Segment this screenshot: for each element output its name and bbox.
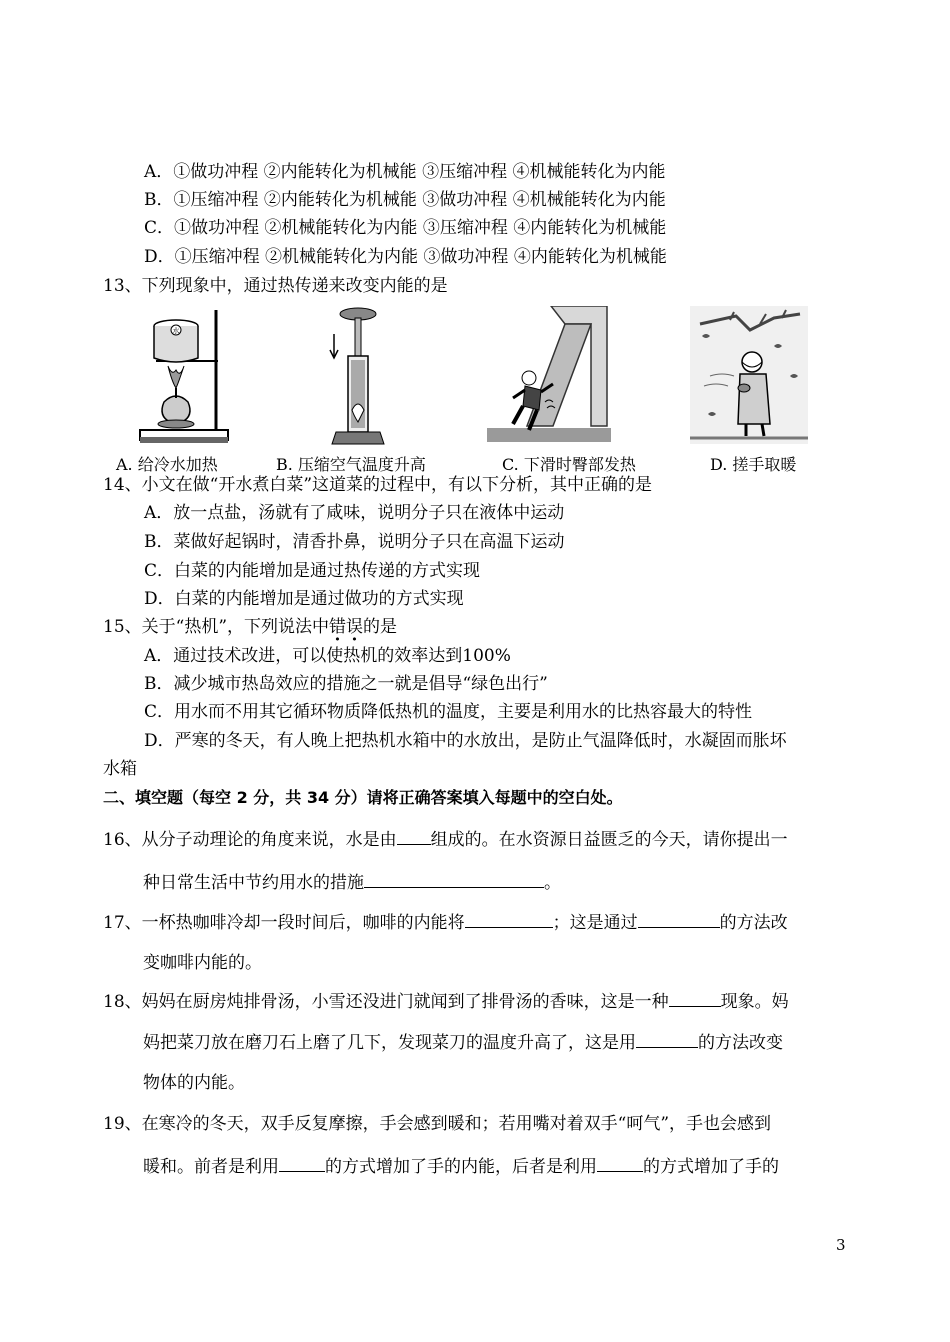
answer-blank[interactable] <box>636 1031 698 1048</box>
q16-line1: 16、从分子动理论的角度来说，水是由 组成的。在水资源日益匮乏的今天，请你提出一 <box>103 830 788 850</box>
q15-option-d: D．严寒的冬天，有人晚上把热机水箱中的水放出，是防止气温降低时，水凝固而胀坏 <box>144 731 787 751</box>
q17-line2: 变咖啡内能的。 <box>143 953 262 973</box>
q16-line2: 种日常生活中节约用水的措施 。 <box>143 873 561 893</box>
caption-a: A. 给冷水加热 <box>116 455 218 474</box>
q14-option-d: D．白菜的内能增加是通过做功的方式实现 <box>144 589 464 609</box>
answer-blank[interactable] <box>638 911 720 928</box>
q15-option-a: A．通过技术改进，可以使热机的效率达到100% <box>144 646 511 666</box>
answer-blank[interactable] <box>364 871 544 888</box>
answer-blank[interactable] <box>465 911 553 928</box>
emphasis-char: 误 <box>346 617 364 637</box>
answer-blank[interactable] <box>279 1155 325 1172</box>
page-number: 3 <box>836 1236 846 1254</box>
figure-d-rubbing-hands <box>690 306 808 444</box>
q12-option-c: C．①做功冲程 ②机械能转化为内能 ③压缩冲程 ④内能转化为机械能 <box>144 218 667 238</box>
q18-line2: 妈把菜刀放在磨刀石上磨了几下，发现菜刀的温度升高了，这是用 的方法改变 <box>143 1033 783 1053</box>
figure-a-heating-water <box>138 306 230 448</box>
caption-d: D. 搓手取暖 <box>710 455 797 474</box>
caption-c: C. 下滑时臀部发热 <box>502 455 636 474</box>
q17-line1: 17、一杯热咖啡冷却一段时间后，咖啡的内能将 ；这是通过 的方法改 <box>103 913 788 933</box>
q12-option-b: B．①压缩冲程 ②内能转化为机械能 ③做功冲程 ④机械能转化为内能 <box>144 190 666 210</box>
q13-stem: 13、下列现象中，通过热传递来改变内能的是 <box>103 276 448 296</box>
beaker-label: 水 <box>172 327 180 335</box>
q15-option-c: C．用水而不用其它循环物质降低热机的温度，主要是利用水的比热容最大的特性 <box>144 702 753 722</box>
caption-b: B. 压缩空气温度升高 <box>276 455 426 474</box>
q12-option-d: D．①压缩冲程 ②机械能转化为内能 ③做功冲程 ④内能转化为机械能 <box>144 247 667 267</box>
answer-blank[interactable] <box>397 828 431 845</box>
q18-line3: 物体的内能。 <box>143 1073 245 1093</box>
q19-line1: 19、在寒冷的冬天，双手反复摩擦，手会感到暖和；若用嘴对着双手“呵气”，手也会感到 <box>103 1114 772 1134</box>
answer-blank[interactable] <box>669 990 721 1007</box>
figure-c-slide <box>487 306 611 442</box>
q14-option-c: C．白菜的内能增加是通过热传递的方式实现 <box>144 561 481 581</box>
q14-option-a: A．放一点盐，汤就有了咸味，说明分子只在液体中运动 <box>144 503 565 523</box>
q15-option-d-continued: 水箱 <box>103 759 137 779</box>
q15-option-b: B．减少城市热岛效应的措施之一就是倡导“绿色出行” <box>144 674 548 694</box>
q15-stem: 15、关于“热机”，下列说法中错误的是 <box>103 617 398 637</box>
section-title: 二、填空题（每空 2 分，共 34 分）请将正确答案填入每题中的空白处。 <box>103 788 623 807</box>
answer-blank[interactable] <box>597 1155 643 1172</box>
figure-b-compression <box>322 306 392 448</box>
emphasis-char: 错 <box>329 617 347 637</box>
q19-line2: 暖和。前者是利用 的方式增加了手的内能，后者是利用 的方式增加了手的 <box>143 1157 779 1177</box>
q14-stem: 14、小文在做“开水煮白菜”这道菜的过程中，有以下分析，其中正确的是 <box>103 475 653 495</box>
q12-option-a: A．①做功冲程 ②内能转化为机械能 ③压缩冲程 ④机械能转化为内能 <box>144 162 666 182</box>
q14-option-b: B．菜做好起锅时，清香扑鼻，说明分子只在高温下运动 <box>144 532 565 552</box>
q18-line1: 18、妈妈在厨房炖排骨汤，小雪还没进门就闻到了排骨汤的香味，这是一种 现象。妈 <box>103 992 789 1012</box>
